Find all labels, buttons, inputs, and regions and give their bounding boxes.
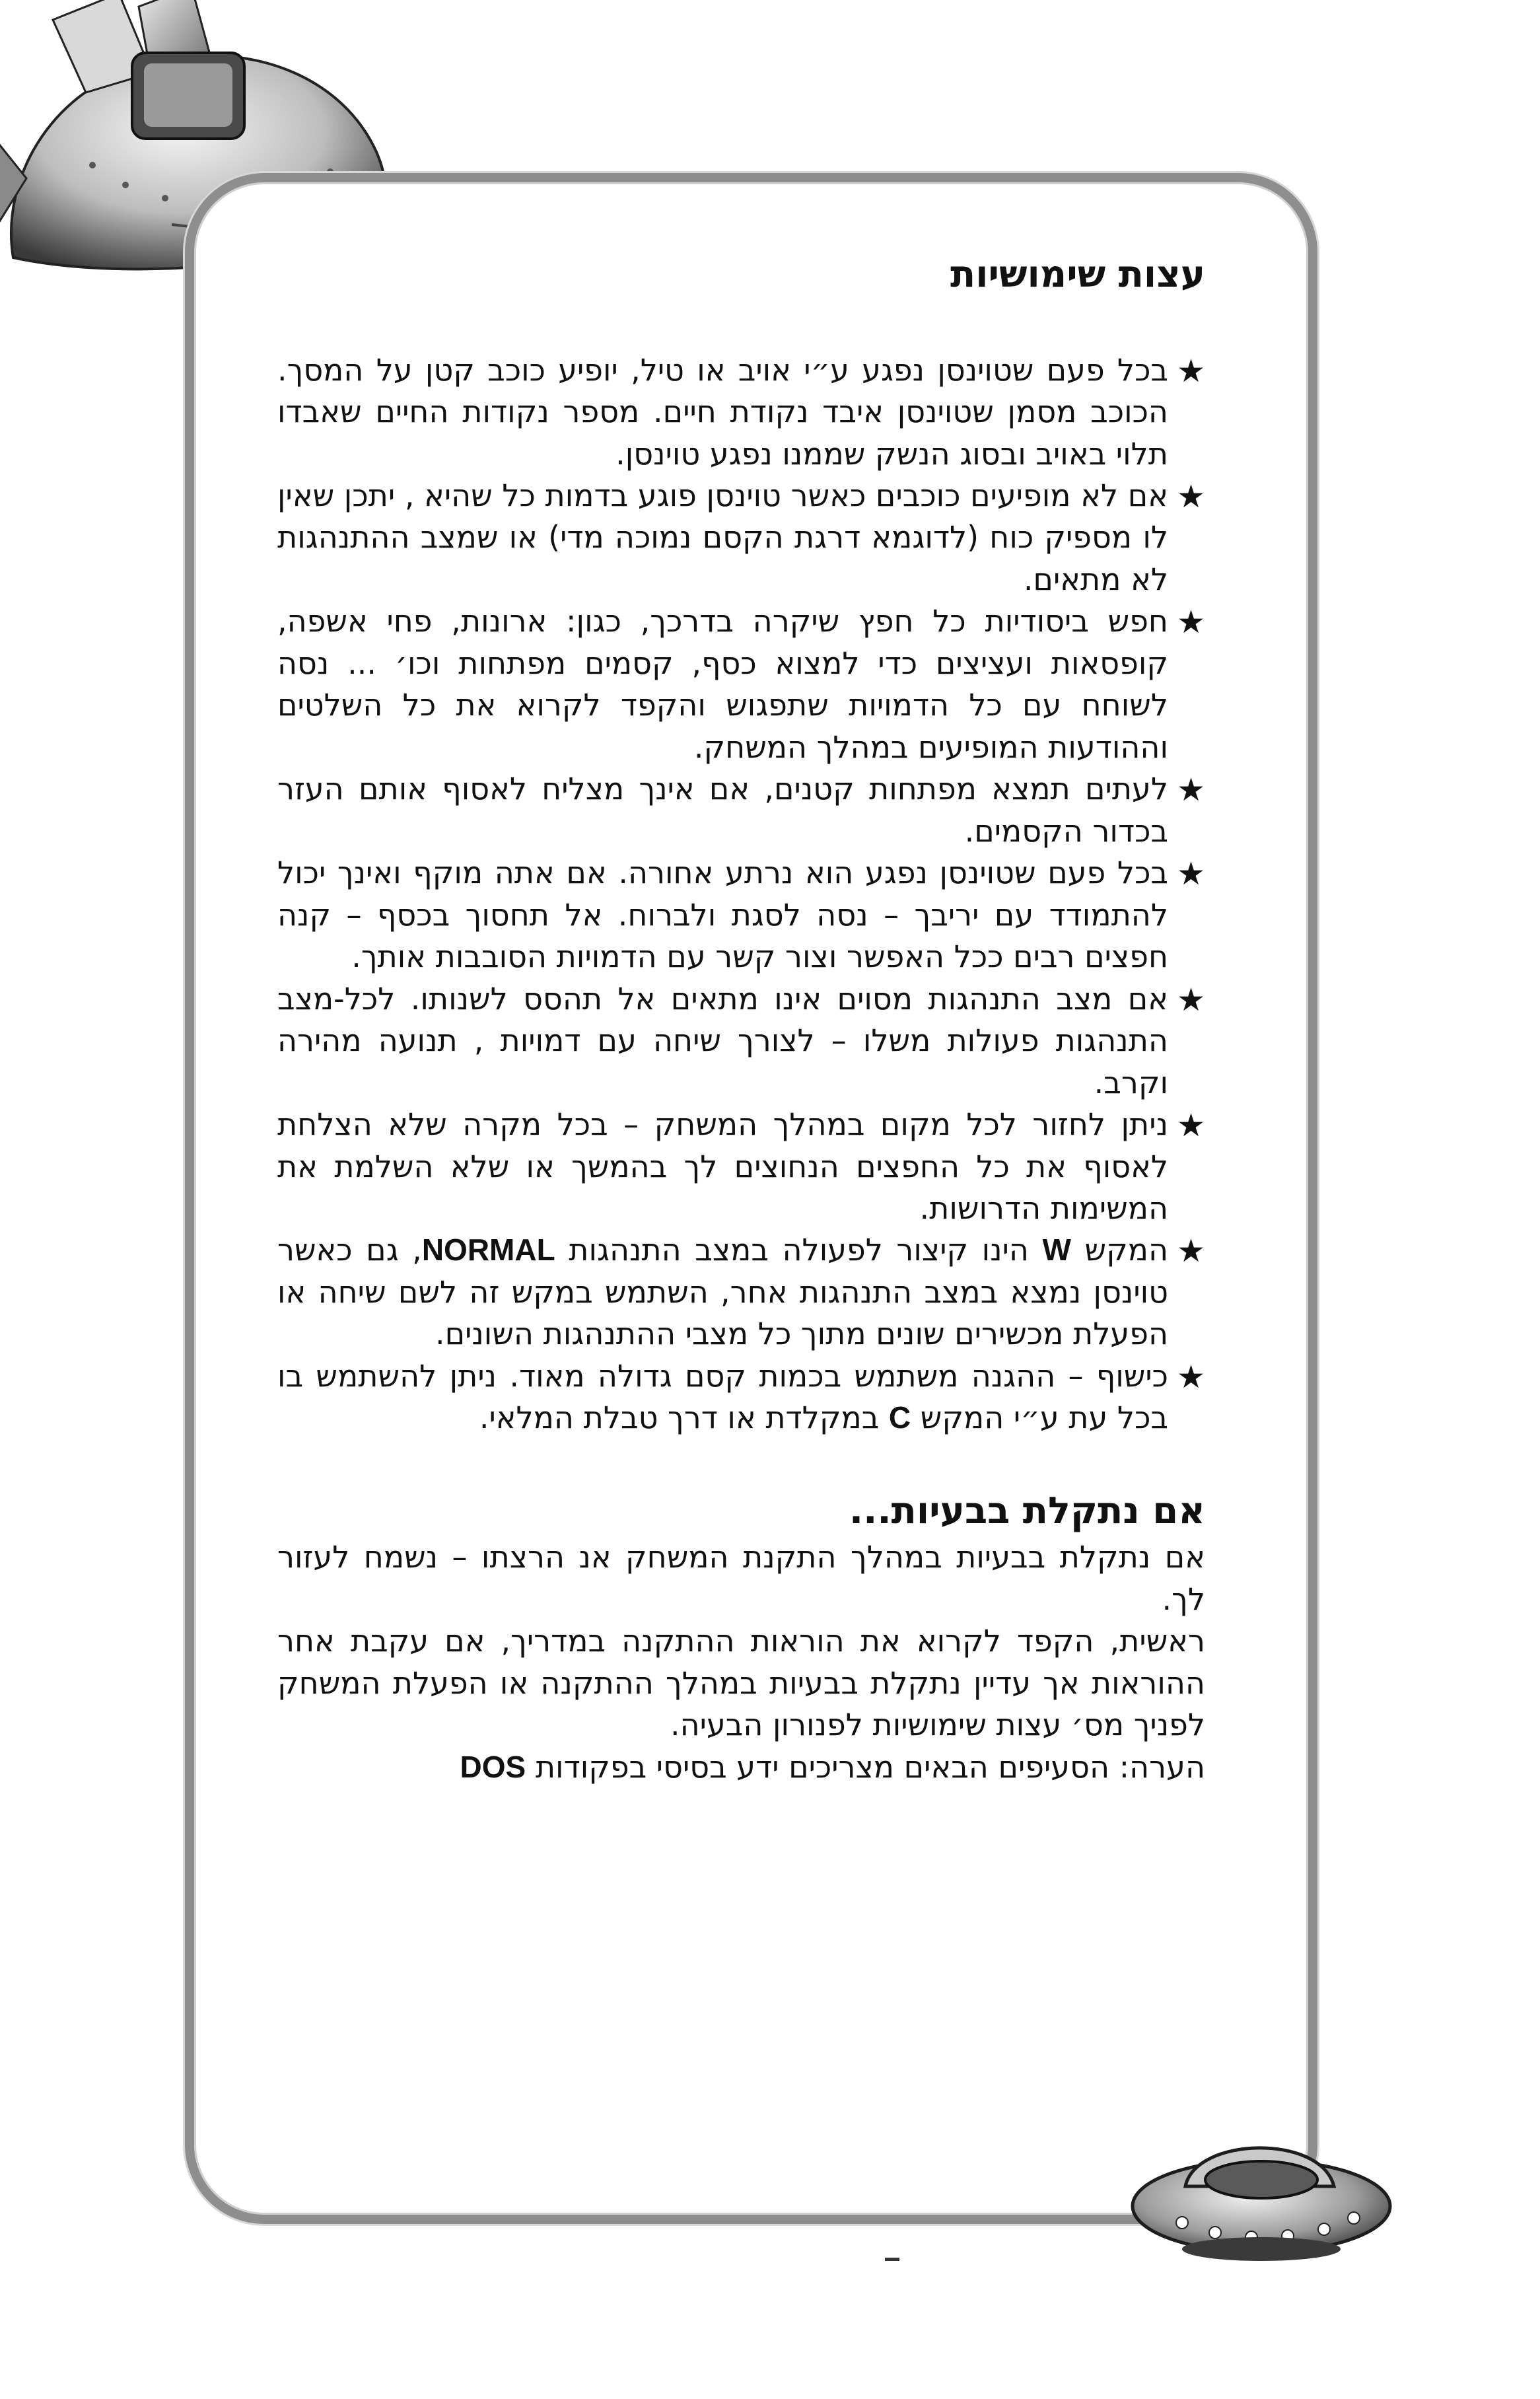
tip-item	[277, 600, 1205, 768]
trouble-note	[277, 1746, 1205, 1788]
key-label-c: C	[888, 1400, 911, 1435]
key-label-w: W	[1042, 1233, 1071, 1268]
tip-text: ניתן לחזור לכל מקום במהלך המשחק – בכל מקרה שלא הצלחת לאסוף את כל החפצים הנחוצים לך בהמשך או שלא השלמת את המשימות הדרושות.	[277, 1106, 1168, 1226]
dos-label: DOS	[460, 1749, 526, 1784]
tip-text: חפש ביסודיות כל חפץ שיקרה בדרכך, כגון: ארונות, פחי אשפה, קופסאות ועציצים כדי למצוא כסף, קסמים מפתחות וכו׳ ... נסה לשוחח עם כל הדמויות שתפגוש והקפד לקרוא את כל השלטים וההודעות המופיעים במהלך המשחק.	[277, 603, 1168, 765]
tip-text: בכל פעם שטוינסן נפגע ע״י אויב או טיל, יופיע כוכב קטן על המסך. הכוכב מסמן שטוינסן איבד נקודת חיים. מספר נקודות החיים שאבדו תלוי באויב ובסוג הנשק שממנו נפגע טוינסן.	[277, 351, 1168, 472]
tip-item	[277, 475, 1205, 600]
section-spacer	[277, 1439, 1205, 1491]
tip-text-after: , גם כאשר טוינסן נמצא במצב התנהגות אחר, השתמש במקש זה לשם שיחה או הפעלת מכשירים שונים מתוך כל מצבי ההתנהגות השונים.	[277, 1232, 1168, 1352]
tips-list	[277, 349, 1205, 1439]
tip-item	[277, 1229, 1205, 1355]
tip-item	[277, 852, 1205, 978]
tip-item	[277, 978, 1205, 1104]
star-bullet-icon: ★	[1176, 1233, 1205, 1270]
star-bullet-icon: ★	[1176, 1358, 1205, 1396]
star-bullet-icon: ★	[1176, 478, 1205, 515]
tips-heading: עצות שימושיות	[950, 253, 1205, 296]
star-bullet-icon: ★	[1176, 855, 1205, 893]
star-bullet-icon: ★	[1176, 604, 1205, 641]
trouble-note-text: הערה: הסעיפים הבאים מצריכים ידע בסיסי בפקודות	[535, 1748, 1205, 1785]
document-body	[277, 254, 1205, 1788]
tip-text: אם לא מופיעים כוכבים כאשר טוינסן פוגע בדמות כל שהיא , יתכן שאין לו מספיק כוח (לדוגמא דרגת הקסם נמוכה מדי) או שמצב ההתנהגות לא מתאים.	[277, 478, 1168, 597]
page-mark	[885, 2258, 899, 2261]
trouble-paragraph-1: אם נתקלת בבעיות במהלך התקנת המשחק אנ הרצתו – נשמח לעזור לך.	[277, 1539, 1205, 1617]
star-bullet-icon: ★	[1176, 981, 1205, 1019]
star-bullet-icon: ★	[1176, 352, 1205, 390]
tip-item	[277, 1104, 1205, 1229]
star-bullet-icon: ★	[1176, 771, 1205, 809]
tip-text: בכל פעם שטוינסן נפגע הוא נרתע אחורה. אם אתה מוקף ואינך יכול להתמודד עם יריבך – נסה לסגת ולברוח. אל תחסוך בכסף – קנה חפצים רבים ככל האפשר וצור קשר עם הדמויות הסובבות אותך.	[277, 855, 1168, 975]
tip-item	[277, 768, 1205, 852]
tip-item	[277, 349, 1205, 475]
tip-text-before: המקש	[1084, 1232, 1169, 1268]
tip-text-middle: הינו קיצור לפעולה במצב התנהגות	[569, 1232, 1029, 1268]
tip-text: אם מצב התנהגות מסוים אינו מתאים אל תהסס לשנותו. לכל-מצב התנהגות פעולות משלו – לצורך שיחה עם דמויות , תנועה מהירה וקרב.	[277, 980, 1168, 1100]
star-bullet-icon: ★	[1176, 1107, 1205, 1145]
tip-text: לעתים תמצא מפתחות קטנים, אם אינך מצליח לאסוף אותם העזר בכדור הקסמים.	[277, 771, 1168, 849]
tip-text-before: כישוף – ההגנה משתמש בכמות קסם גדולה מאוד. ניתן להשתמש בו בכל עת ע״י המקש	[277, 1357, 1168, 1436]
mode-label-normal: NORMAL	[421, 1233, 555, 1268]
trouble-heading: אם נתקלת בבעיות...	[849, 1489, 1205, 1532]
ufo-illustration-bottom	[1123, 2107, 1400, 2279]
tip-text-after: במקלדת או דרך טבלת המלאי.	[479, 1400, 880, 1436]
trouble-paragraph-2: ראשית, הקפד לקרוא את הוראות ההתקנה במדריך, אם עקבת אחר ההוראות אך עדיין נתקלת בבעיות במהלך ההתקנה או הפעלת המשחק לפניך מס׳ עצות שימושיות לפנורון הבעיה.	[277, 1623, 1205, 1743]
tip-item	[277, 1355, 1205, 1439]
